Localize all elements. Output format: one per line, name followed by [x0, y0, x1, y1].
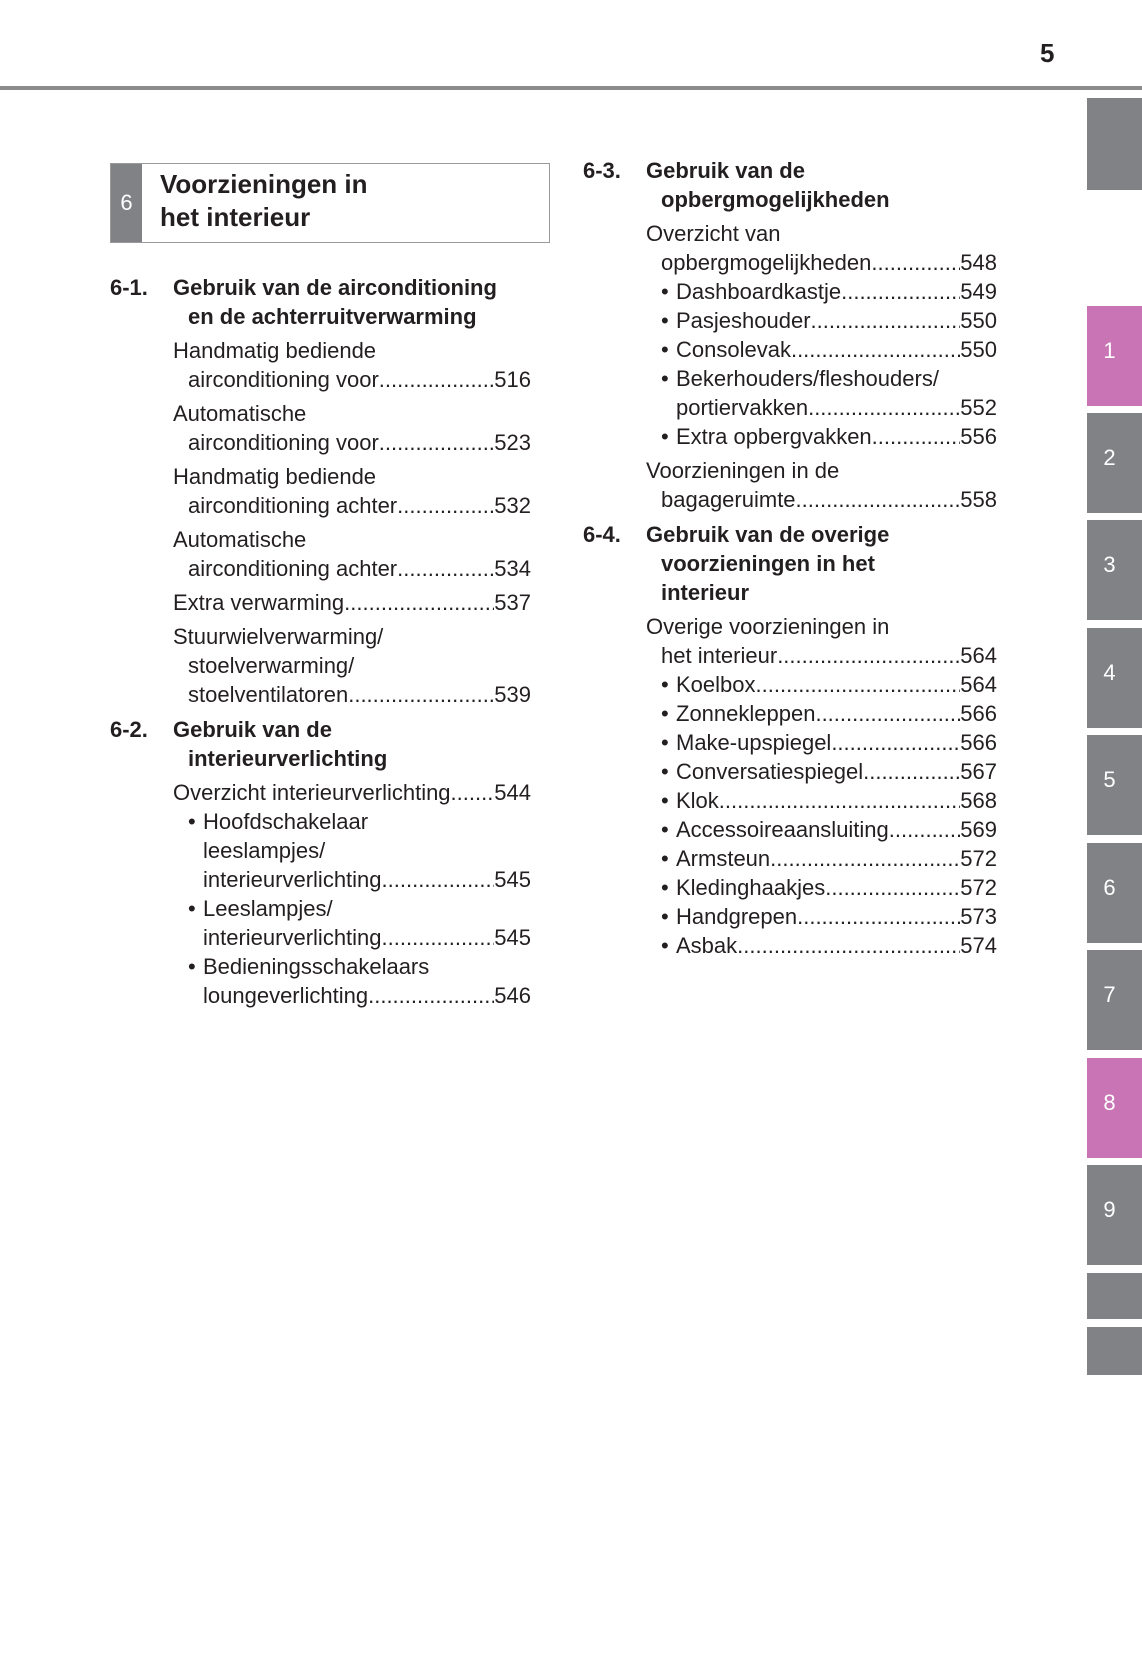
entry-title: Automatische — [173, 401, 307, 426]
tab-label: 1 — [1103, 338, 1116, 363]
chapter-title-line: Voorzieningen in — [160, 169, 368, 199]
section-title: Gebruik van de — [646, 158, 805, 183]
header-rule — [0, 86, 1142, 90]
entry-title: stoelverwarming/ — [188, 653, 355, 678]
entry-title: Bekerhouders/fleshouders/ — [676, 366, 939, 391]
tab-label: 8 — [1103, 1090, 1116, 1115]
toc-entry[interactable] — [110, 588, 531, 617]
entry-title: Conversatiespiegel — [676, 759, 864, 784]
entry-page: 564 — [960, 672, 997, 697]
entry-title: airconditioning achter — [188, 556, 398, 581]
entry-title: Voorzieningen in de — [646, 458, 840, 483]
entry-title: leeslampjes/ — [203, 838, 326, 863]
entry-page: 556 — [960, 424, 997, 449]
entry-title: opbergmogelijkheden — [661, 250, 872, 275]
toc-bullet-entry[interactable]: • Asbak ..... 574 — [583, 931, 997, 960]
entry-title: Stuurwielverwarming/ — [173, 624, 384, 649]
entry-title: Koelbox — [676, 672, 756, 697]
entry-page: 569 — [960, 817, 997, 842]
entry-page: 516 — [494, 367, 531, 392]
entry-title: Handmatig bediende — [173, 338, 377, 363]
entry-page: 534 — [494, 556, 531, 581]
chapter-tab-blank[interactable] — [1087, 1327, 1142, 1375]
entry-page: 548 — [960, 250, 997, 275]
tab-label: 7 — [1103, 982, 1116, 1007]
chapter-tab-5[interactable] — [1087, 735, 1142, 835]
entry-title: Zonnekleppen — [676, 701, 816, 726]
toc-bullet-entry[interactable]: • Koelbox ..... 564 — [583, 670, 997, 699]
entry-title: Make-upspiegel — [676, 730, 832, 755]
toc-bullet-entry[interactable]: • Make-upspiegel ..... 566 — [583, 728, 997, 757]
entry-page: 545 — [494, 925, 531, 950]
entry-page: 573 — [960, 904, 997, 929]
chapter-tab-2[interactable] — [1087, 413, 1142, 513]
entry-title: Handgrepen — [676, 904, 798, 929]
section-6-2[interactable] — [110, 715, 531, 773]
toc-bullet-entry[interactable]: • Bekerhouders/fleshouders/ portiervakken ..... 552 — [583, 364, 997, 422]
entry-title: stoelventilatoren — [188, 682, 349, 707]
toc-entry[interactable] — [110, 622, 531, 709]
toc-bullet-entry[interactable]: • Klok ..... 568 — [583, 786, 997, 815]
tab-label: 9 — [1103, 1197, 1116, 1222]
entry-page: 545 — [494, 867, 531, 892]
toc-entry[interactable] — [110, 462, 531, 520]
entry-title: interieurverlichting — [203, 925, 382, 950]
section-title: Gebruik van de airconditioning — [173, 275, 497, 300]
entry-title: Leeslampjes/ — [203, 896, 333, 921]
toc-bullet-entry[interactable]: • Leeslampjes/ interieurverlichting ..... 545 — [110, 894, 531, 952]
chapter-title — [160, 168, 520, 234]
entry-title: loungeverlichting — [203, 983, 369, 1008]
section-number: 6-2. — [110, 717, 148, 742]
entry-title: Overige voorzieningen in — [646, 614, 890, 639]
entry-title: airconditioning achter — [188, 493, 398, 518]
entry-title: Klok — [676, 788, 719, 813]
entry-page: 539 — [494, 682, 531, 707]
chapter-header — [110, 163, 550, 243]
toc-bullet-entry[interactable]: • Kledinghaakjes ..... 572 — [583, 873, 997, 902]
entry-title: airconditioning voor — [188, 430, 379, 455]
toc-entry[interactable] — [110, 525, 531, 583]
section-number: 6-4. — [583, 522, 621, 547]
section-title: interieurverlichting — [188, 746, 388, 771]
entry-title: Consolevak — [676, 337, 791, 362]
toc-bullet-entry[interactable]: • Extra opbergvakken ..... 556 — [583, 422, 997, 451]
section-6-4[interactable] — [583, 520, 997, 607]
entry-title: Pasjeshouder — [676, 308, 811, 333]
toc-entry[interactable] — [110, 399, 531, 457]
entry-title: Automatische — [173, 527, 307, 552]
chapter-title-line: het interieur — [160, 202, 311, 232]
section-title: opbergmogelijkheden — [661, 187, 890, 212]
section-title: Gebruik van de — [173, 717, 332, 742]
section-title: interieur — [661, 580, 750, 605]
entry-title: Overzicht van — [646, 221, 781, 246]
entry-title: het interieur — [661, 643, 778, 668]
entry-title: Bedieningsschakelaars — [203, 954, 430, 979]
entry-page: 546 — [494, 983, 531, 1008]
toc-left-column — [110, 267, 531, 1010]
toc-entry[interactable] — [583, 456, 997, 514]
entry-page: 566 — [960, 730, 997, 755]
section-title: Gebruik van de overige — [646, 522, 890, 547]
entry-title: Hoofdschakelaar — [203, 809, 369, 834]
entry-page: 544 — [494, 780, 531, 805]
toc-bullet-entry[interactable]: • Pasjeshouder ..... 550 — [583, 306, 997, 335]
entry-page: 572 — [960, 875, 997, 900]
section-title: voorzieningen in het — [661, 551, 875, 576]
entry-title: Armsteun — [676, 846, 771, 871]
chapter-tab-7[interactable] — [1087, 950, 1142, 1050]
toc-bullet-entry[interactable]: • Dashboardkastje ..... 549 — [583, 277, 997, 306]
entry-title: airconditioning voor — [188, 367, 379, 392]
entry-title: portiervakken — [676, 395, 809, 420]
tab-label: 2 — [1103, 445, 1116, 470]
chapter-tab-4[interactable] — [1087, 628, 1142, 728]
toc-right-column — [583, 150, 997, 960]
entry-page: 574 — [960, 933, 997, 958]
chapter-tab-3[interactable] — [1087, 520, 1142, 620]
toc-bullet-entry[interactable]: • Handgrepen ..... 573 — [583, 902, 997, 931]
entry-page: 572 — [960, 846, 997, 871]
entry-page: 558 — [960, 487, 997, 512]
entry-title: interieurverlichting — [203, 867, 382, 892]
chapter-tab-blank[interactable] — [1087, 98, 1142, 190]
tab-label: 3 — [1103, 552, 1116, 577]
entry-title: Extra verwarming — [173, 590, 345, 615]
entry-page: 552 — [960, 395, 997, 420]
chapter-tab-1[interactable] — [1087, 306, 1142, 406]
toc-bullet-entry[interactable]: • Hoofdschakelaar leeslampjes/ interieurverlichting ..... 545 — [110, 807, 531, 894]
section-6-3[interactable] — [583, 156, 997, 214]
entry-page: 550 — [960, 337, 997, 362]
entry-title: Overzicht interieurverlichting — [173, 780, 451, 805]
toc-bullet-entry[interactable]: • Bedieningsschakelaars loungeverlichting ..... 546 — [110, 952, 531, 1010]
section-title: en de achterruitverwarming — [188, 304, 477, 329]
entry-page: 567 — [960, 759, 997, 784]
chapter-tab-blank[interactable] — [1087, 1273, 1142, 1319]
entry-title: bagageruimte — [661, 487, 796, 512]
entry-page: 564 — [960, 643, 997, 668]
entry-title: Extra opbergvakken — [676, 424, 872, 449]
toc-entry[interactable] — [110, 336, 531, 394]
chapter-number: 6 — [111, 164, 142, 242]
tab-label: 5 — [1103, 767, 1116, 792]
toc-bullet-entry[interactable]: • Accessoireaansluiting ..... 569 — [583, 815, 997, 844]
toc-entry[interactable] — [110, 778, 531, 807]
entry-page: 523 — [494, 430, 531, 455]
toc-entry[interactable] — [583, 612, 997, 670]
entry-page: 549 — [960, 279, 997, 304]
entry-title: Asbak — [676, 933, 738, 958]
toc-entry[interactable] — [583, 219, 997, 277]
tab-label: 4 — [1103, 660, 1116, 685]
section-number: 6-1. — [110, 275, 148, 300]
entry-title: Dashboardkastje — [676, 279, 842, 304]
tab-label: 6 — [1103, 875, 1116, 900]
section-number: 6-3. — [583, 158, 621, 183]
toc-bullet-entry[interactable]: • Armsteun ..... 572 — [583, 844, 997, 873]
entry-page: 566 — [960, 701, 997, 726]
entry-title: Kledinghaakjes — [676, 875, 826, 900]
entry-page: 532 — [494, 493, 531, 518]
entry-title: Accessoireaansluiting — [676, 817, 889, 842]
chapter-tab-6[interactable] — [1087, 843, 1142, 943]
toc-bullet-entry[interactable]: • Zonnekleppen ..... 566 — [583, 699, 997, 728]
section-6-1[interactable] — [110, 273, 531, 331]
toc-bullet-entry[interactable]: • Consolevak ..... 550 — [583, 335, 997, 364]
entry-title: Handmatig bediende — [173, 464, 377, 489]
entry-page: 550 — [960, 308, 997, 333]
entry-page: 537 — [494, 590, 531, 615]
page-number: 5 — [1040, 38, 1055, 68]
chapter-tab-9[interactable] — [1087, 1165, 1142, 1265]
chapter-tab-8[interactable] — [1087, 1058, 1142, 1158]
entry-page: 568 — [960, 788, 997, 813]
toc-bullet-entry[interactable]: • Conversatiespiegel ..... 567 — [583, 757, 997, 786]
